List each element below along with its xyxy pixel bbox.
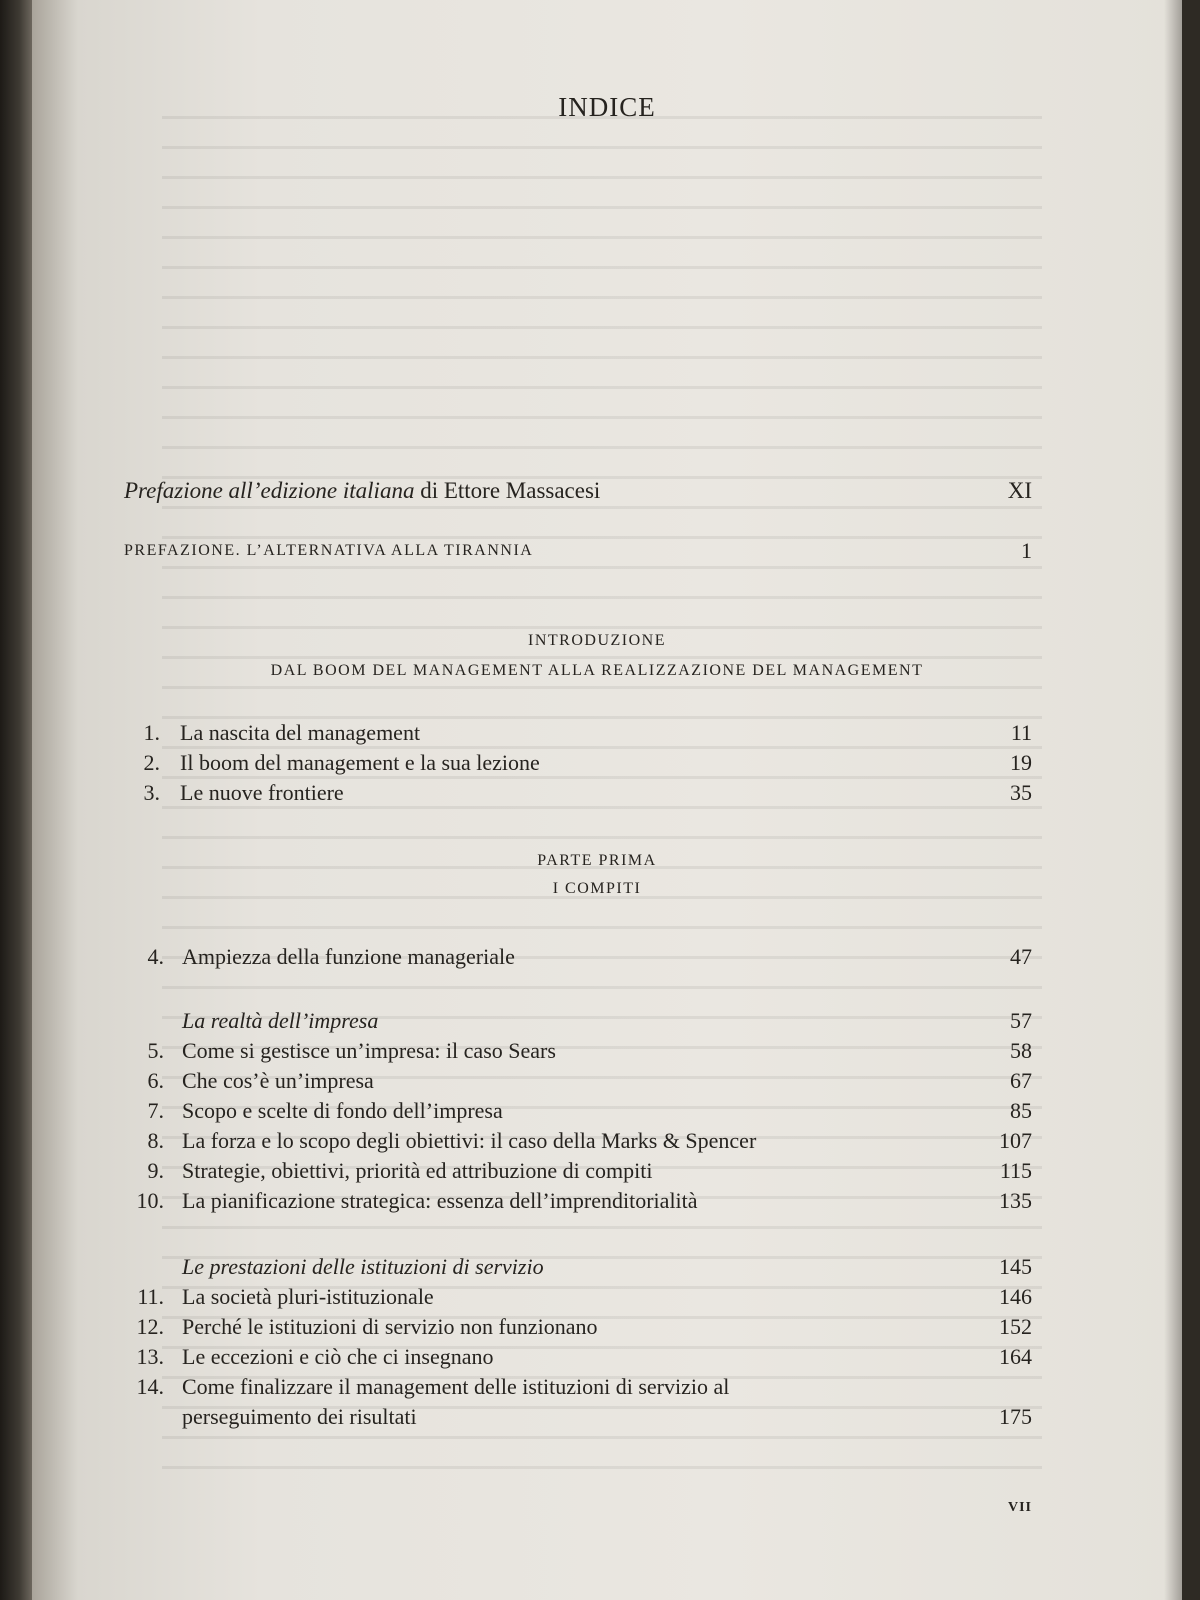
- toc-entry-italic: Prefazione all’edizione italiana: [124, 478, 415, 503]
- toc-entry-author: di Ettore Massacesi: [414, 478, 601, 503]
- part-subheading: I COMPITI: [552, 880, 642, 897]
- page-edge-shadow: [1164, 0, 1182, 1600]
- toc-entry-text-line1: Come finalizzare il management delle istituzioni di servizio al: [182, 1374, 730, 1399]
- toc-page-number: 152: [999, 1314, 1032, 1339]
- toc-entry-text: Scopo e scelte di fondo dell’impresa: [182, 1098, 503, 1123]
- toc-page-number: XI: [1007, 478, 1032, 503]
- toc-entry-number: 13.: [136, 1344, 164, 1369]
- toc-entry-number: 10.: [136, 1188, 164, 1213]
- toc-page-number: 47: [1010, 944, 1032, 969]
- book-spine-shadow: [0, 0, 32, 1600]
- toc-page-number: 11: [1010, 720, 1032, 745]
- toc-entry-text-line2: perseguimento dei risultati: [182, 1404, 417, 1429]
- section-heading: INTRODUZIONE: [528, 632, 666, 649]
- toc-entry-text: La società pluri-istituzionale: [182, 1284, 434, 1309]
- toc-entry-text: La nascita del management: [180, 720, 421, 745]
- toc-entry-text: Che cos’è un’impresa: [182, 1068, 374, 1093]
- toc-section-title-text: Le prestazioni delle istituzioni di servizio: [182, 1254, 544, 1279]
- toc-page-number: 57: [1010, 1008, 1032, 1033]
- toc-entry-text: Il boom del management e la sua lezione: [180, 750, 540, 775]
- toc-page-number: 1: [1021, 538, 1032, 563]
- toc-entry-number: 4.: [147, 944, 164, 969]
- toc-page-number: 67: [1010, 1068, 1032, 1093]
- toc-entry-number: 6.: [147, 1068, 164, 1093]
- toc-entry-text: Le eccezioni e ciò che ci insegnano: [182, 1344, 494, 1369]
- toc-entry-number: 5.: [147, 1038, 164, 1063]
- toc-page-number: 135: [999, 1188, 1032, 1213]
- toc-entry-text: Ampiezza della funzione manageriale: [182, 944, 515, 969]
- toc-entry-text: Perché le istituzioni di servizio non funzionano: [182, 1314, 598, 1339]
- toc-entry-text: Le nuove frontiere: [180, 780, 344, 805]
- toc-page-number: 85: [1010, 1098, 1032, 1123]
- toc-entry-number: 1.: [143, 720, 160, 745]
- toc-page-number: 35: [1010, 780, 1032, 805]
- section-subheading: DAL BOOM DEL MANAGEMENT ALLA REALIZZAZIONE DEL MANAGEMENT: [270, 662, 924, 679]
- toc-entry-number: 7.: [147, 1098, 164, 1123]
- toc-entry-text: [124, 476, 600, 506]
- toc-page-number: 115: [999, 1158, 1032, 1183]
- toc-entry-text: Come si gestisce un’impresa: il caso Sears: [182, 1038, 556, 1063]
- toc-page-number: 19: [1010, 750, 1032, 775]
- page-title: INDICE: [558, 92, 656, 122]
- toc-entry-number: 2.: [143, 750, 160, 775]
- toc-page-number: 145: [999, 1254, 1032, 1279]
- toc-entry-number: 11.: [137, 1284, 164, 1309]
- toc-entry-number: 3.: [143, 780, 160, 805]
- toc-entry-number: 8.: [147, 1128, 164, 1153]
- toc-page-number: 107: [999, 1128, 1032, 1153]
- toc-entry-number: 14.: [136, 1374, 164, 1399]
- part-heading: PARTE PRIMA: [537, 852, 657, 869]
- toc-page-number: 175: [999, 1404, 1032, 1429]
- toc-entry-number: 12.: [136, 1314, 164, 1339]
- toc-page-number: 146: [999, 1284, 1032, 1309]
- book-page: [32, 0, 1182, 1600]
- toc-page-number: 58: [1010, 1038, 1032, 1063]
- toc-page-number: 164: [999, 1344, 1032, 1369]
- toc-section-title-text: La realtà dell’impresa: [182, 1008, 379, 1033]
- toc-entry-text: PREFAZIONE. L’ALTERNATIVA ALLA TIRANNIA: [124, 542, 534, 559]
- page-folio: VII: [1007, 1500, 1032, 1515]
- toc-entry-text: La forza e lo scopo degli obiettivi: il caso della Marks & Spencer: [182, 1128, 757, 1153]
- toc-entry-text: Strategie, obiettivi, priorità ed attribuzione di compiti: [182, 1158, 653, 1183]
- toc-entry-number: 9.: [147, 1158, 164, 1183]
- toc-entry-text: La pianificazione strategica: essenza dell’imprenditorialità: [182, 1188, 698, 1213]
